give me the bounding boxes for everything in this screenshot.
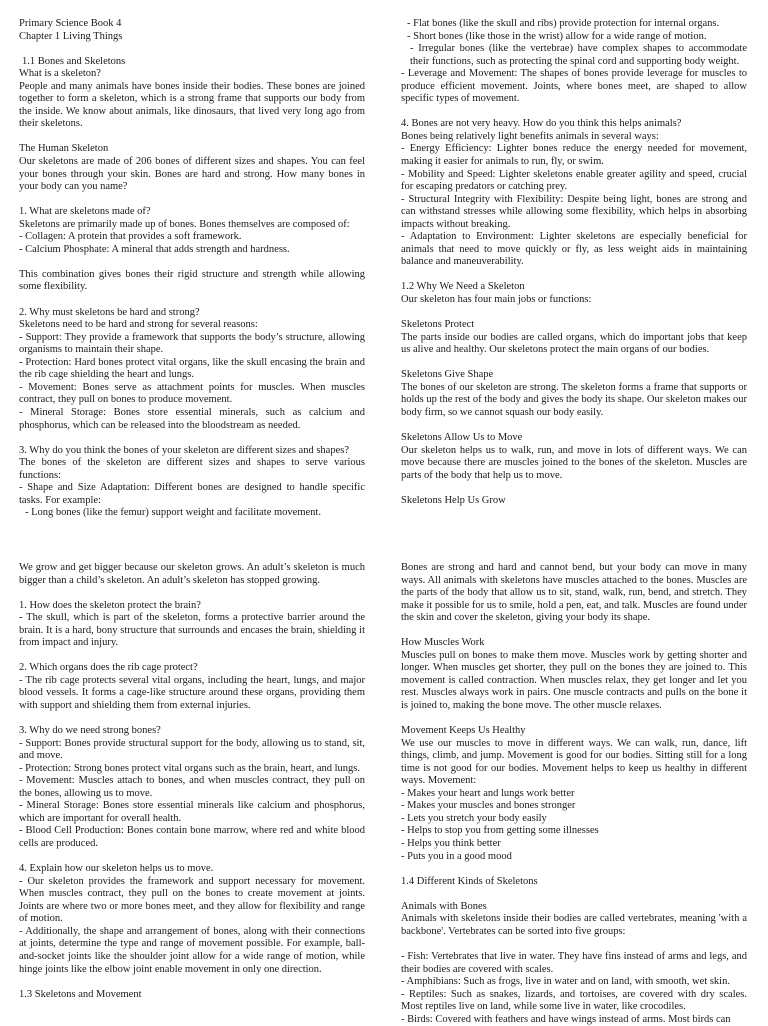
paragraph-gap xyxy=(401,888,747,901)
text-line: - Irregular bones (like the vertebrae) have complex shapes to accommodate their functions, such as protecting the spinal cord and supporting body weight. xyxy=(410,43,747,67)
text-line: - Adaptation to Environment: Lighter skeletons are especially beneficial for animals that need to move quickly or fly, as less weight aids in maintaining balance and maneuverability. xyxy=(401,231,747,268)
text-line: - Shape and Size Adaptation: Different bones are designed to handle specific tasks. For example: xyxy=(19,482,365,506)
text-line: - Collagen: A protein that provides a soft framework. xyxy=(19,231,242,243)
text-line: 2. Why must skeletons be hard and strong? xyxy=(19,306,200,318)
text-line: 3. Why do we need strong bones? xyxy=(19,725,161,737)
paragraph-gap xyxy=(401,106,747,119)
text-line: - Mobility and Speed: Lighter skeletons enable greater agility and speed, crucial for escaping predators or catching prey. xyxy=(401,168,747,193)
text-line: - Makes your heart and lungs work better xyxy=(401,787,575,799)
text-line: 1.2 Why We Need a Skeleton xyxy=(401,281,525,293)
paragraph-gap xyxy=(401,357,747,370)
text-line: 4. Explain how our skeleton helps us to move. xyxy=(19,863,214,875)
text-line: - Puts you in a good mood xyxy=(401,850,512,862)
text-line: - The rib cage protects several vital organs, including the heart, lungs, and major blood vessels. It forms a cage-like structure around these organs, providing them with support and shielding them from external injuries. xyxy=(19,674,365,712)
paragraph-gap xyxy=(401,269,747,282)
text-line: - Short bones (like those in the wrist) allow for a wide range of motion. xyxy=(407,30,707,42)
text-line: The bones of our skeleton are strong. The skeleton forms a frame that supports or holds up the rest of the body and gives the body its shape. Our skeleton makes our body firm, so we cannot squash our body easily. xyxy=(401,381,747,418)
text-line: - Leverage and Movement: The shapes of bones provide leverage for muscles to produce efficient movement. Joints, where bones meet, are shaped to allow specific types of movement. xyxy=(401,68,747,105)
paragraph-gap xyxy=(401,482,747,495)
text-line: - Fish: Vertebrates that live in water. They have fins instead of arms and legs, and their bodies are covered with scales. xyxy=(401,950,747,975)
text-line: - Helps to stop you from getting some illnesses xyxy=(401,825,599,837)
paragraph-gap xyxy=(19,131,365,144)
text-line: - Mineral Storage: Bones store essential minerals like calcium and phosphorus, which are important for overall health. xyxy=(19,800,365,824)
paragraph-gap xyxy=(19,294,365,307)
text-line: - Makes your muscles and bones stronger xyxy=(401,800,576,812)
text-line: Primary Science Book 4 xyxy=(19,18,122,29)
text-line: Our skeletons are made of 206 bones of different sizes and shapes. You can feel your bones through your skin. Bones are hard and strong. How many bones in your body can you name? xyxy=(19,156,365,193)
text-line: Our skeleton helps us to walk, run, and move in lots of different ways. We can move because there are muscles joined to the bones of the skeleton. Muscles are parts of the body that help us to move. xyxy=(401,444,747,481)
text-line: How Muscles Work xyxy=(401,637,485,649)
text-line: People and many animals have bones inside their bodies. These bones are joined together to form a skeleton, which is a strong frame that supports our body from the inside. We know about animals, like dinosaurs, that lived very long ago from their skeletons. xyxy=(19,80,365,130)
text-line: - Flat bones (like the skull and ribs) provide protection for internal organs. xyxy=(407,18,720,29)
text-line: 1. How does the skeleton protect the brain? xyxy=(19,599,201,611)
paragraph-gap xyxy=(401,307,747,320)
paragraph-gap xyxy=(19,587,365,600)
paragraph-gap xyxy=(19,976,365,989)
paragraph-gap xyxy=(19,432,365,445)
paragraph-gap xyxy=(19,851,365,864)
paragraph-gap xyxy=(19,650,365,663)
text-line: Skeletons Help Us Grow xyxy=(401,494,506,506)
text-line: - The skull, which is part of the skeleton, forms a protective barrier around the brain. It is a hard, bony structure that surrounds and encases the brain, shielding it from impact and injury. xyxy=(19,612,365,649)
text-line: - Movement: Bones serve as attachment points for muscles. When muscles contract, they pull on bones to produce movement. xyxy=(19,381,365,406)
text-line: Skeletons Allow Us to Move xyxy=(401,432,523,444)
text-line: The Human Skeleton xyxy=(19,143,109,155)
text-line: What is a skeleton? xyxy=(19,68,101,80)
paragraph-gap xyxy=(401,863,747,876)
text-line: Muscles pull on bones to make them move. Muscles work by getting shorter and longer. When muscles get shorter, they pull on the bones they are joined to. This movement is called contraction. When muscles relax, they get longer and let you rest. Muscles always work in pairs. One muscle contracts and pulls on the bone it is joined to, making the bone move. The other muscle relaxes. xyxy=(401,649,747,712)
text-line: Bones being relatively light benefits animals in several ways: xyxy=(401,130,659,142)
text-line: Our skeleton has four main jobs or functions: xyxy=(401,294,592,306)
text-line: - Birds: Covered with feathers and have wings instead of arms. Most birds can xyxy=(401,1013,731,1025)
text-line: 1.1 Bones and Skeletons xyxy=(22,55,126,67)
text-line: The bones of the skeleton are different sizes and shapes to serve various functions: xyxy=(19,457,365,481)
text-line: - Blood Cell Production: Bones contain bone marrow, where red and white blood cells are produced. xyxy=(19,825,365,850)
text-line: - Lets you stretch your body easily xyxy=(401,812,547,824)
column-top-right xyxy=(401,18,747,507)
paragraph-gap xyxy=(19,713,365,726)
text-line: Bones are strong and hard and cannot bend, but your body can move in many ways. All animals with skeletons have muscles attached to the bones. Muscles are the parts of the body that allow us to sit, stand, walk, run, bend, and stretch. They make it possible for us to smile, hold a pen, eat, and talk. Muscles are found under the skin and cover the skeleton, giving your body its shape. xyxy=(401,562,747,624)
text-line: Movement Keeps Us Healthy xyxy=(401,725,526,737)
text-line: Animals with Bones xyxy=(401,900,487,912)
paragraph-gap xyxy=(401,625,747,638)
paragraph-gap xyxy=(401,938,747,951)
column-bottom-right xyxy=(401,562,747,1026)
text-line: - Long bones (like the femur) support weight and facilitate movement. xyxy=(25,507,321,519)
paragraph-gap xyxy=(19,194,365,207)
text-line: - Our skeleton provides the framework and support necessary for movement. When muscles contract, they pull on the bones to create movement at joints. Joints are where two or more bones meet, and they allow for flexibility and range of motion. xyxy=(19,875,365,925)
text-line: - Movement: Muscles attach to bones, and when muscles contract, they pull on the bones, allowing us to move. xyxy=(19,775,365,799)
text-line: Skeletons need to be hard and strong for several reasons: xyxy=(19,319,258,331)
text-line: 3. Why do you think the bones of your skeleton are different sizes and shapes? xyxy=(19,444,349,456)
text-line: Chapter 1 Living Things xyxy=(19,30,123,42)
text-line: - Protection: Hard bones protect vital organs, like the skull encasing the brain and the rib cage shielding the heart and lungs. xyxy=(19,356,365,381)
text-line: 2. Which organs does the rib cage protect? xyxy=(19,662,198,674)
column-top-left xyxy=(19,18,365,520)
text-line: Skeletons Give Shape xyxy=(401,369,494,381)
text-line: We use our muscles to move in different ways. We can walk, run, dance, lift things, climb, and jump. Movement is good for our bodies. Sitting still for a long time is not good for our bodies. Movement helps to keep us healthy in different ways. Movement: xyxy=(401,737,747,787)
text-line: This combination gives bones their rigid structure and strength while allowing some flexibility. xyxy=(19,268,365,293)
text-line: - Calcium Phosphate: A mineral that adds strength and hardness. xyxy=(19,243,290,255)
text-line: The parts inside our bodies are called organs, which do important jobs that keep us alive and healthy. Our skeletons protect the main organs of our bodies. xyxy=(401,331,747,356)
text-line: 1.4 Different Kinds of Skeletons xyxy=(401,875,538,887)
text-line: - Reptiles: Such as snakes, lizards, and tortoises, are covered with dry scales. Most reptiles live on land, while some live in water, like crocodiles. xyxy=(401,988,747,1013)
text-line: 1. What are skeletons made of? xyxy=(19,206,151,218)
text-line: Animals with skeletons inside their bodies are called vertebrates, meaning 'with a backbone'. Vertebrates can be sorted into five groups: xyxy=(401,913,747,937)
column-bottom-left xyxy=(19,562,365,1001)
paragraph-gap xyxy=(401,420,747,433)
text-line: - Amphibians: Such as frogs, live in water and on land, with smooth, wet skin. xyxy=(401,976,730,988)
text-line: - Structural Integrity with Flexibility: Despite being light, bones are strong and can withstand stresses while allowing some flexibility, which helps in absorbing impacts without breaking. xyxy=(401,193,747,230)
paragraph-gap xyxy=(19,43,365,56)
text-line: 4. Bones are not very heavy. How do you think this helps animals? xyxy=(401,118,682,130)
text-line: - Helps you think better xyxy=(401,838,501,850)
text-line: - Protection: Strong bones protect vital organs such as the brain, heart, and lungs. xyxy=(19,762,360,774)
paragraph-gap xyxy=(19,256,365,269)
text-line: - Support: They provide a framework that supports the body’s structure, allowing organisms to maintain their shape. xyxy=(19,331,365,356)
text-line: - Mineral Storage: Bones store essential minerals, such as calcium and phosphorus, which can be released into the bloodstream as needed. xyxy=(19,406,365,431)
text-line: - Energy Efficiency: Lighter bones reduce the energy needed for movement, making it easier for animals to run, fly, or swim. xyxy=(401,143,747,168)
paragraph-gap xyxy=(401,713,747,726)
text-line: Skeletons are primarily made up of bones. Bones themselves are composed of: xyxy=(19,218,350,230)
text-line: We grow and get bigger because our skeleton grows. An adult’s skeleton is much bigger than a child’s skeleton. An adult’s skeleton has stopped growing. xyxy=(19,562,365,586)
text-line: - Support: Bones provide structural support for the body, allowing us to stand, sit, and move. xyxy=(19,737,365,762)
text-line: - Additionally, the shape and arrangement of bones, along with their connections at joints, determine the type and range of movement possible. For example, ball-and-socket joints like the shoulder joint allow for a wide range of motion, while hinge joints like the elbow joint enable movement in only one direction. xyxy=(19,925,365,975)
text-line: Skeletons Protect xyxy=(401,319,475,331)
text-line: 1.3 Skeletons and Movement xyxy=(19,988,142,1000)
